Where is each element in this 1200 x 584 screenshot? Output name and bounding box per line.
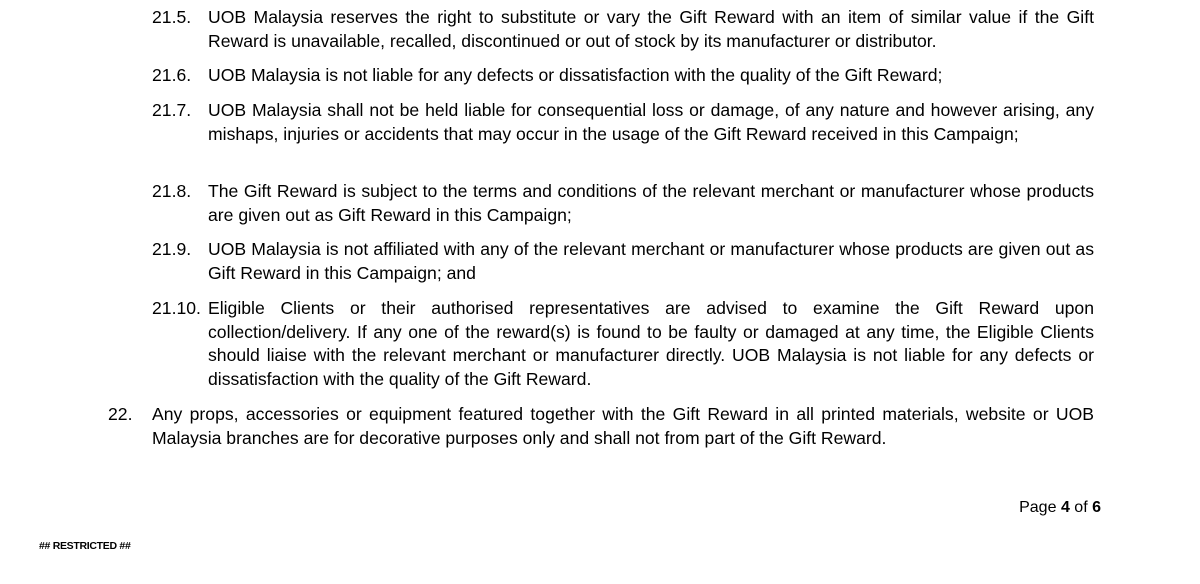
clause-number: 21.10.: [152, 298, 201, 318]
clause-number: 21.7.: [152, 100, 192, 120]
clause-22: [108, 403, 1094, 450]
clause-number: 22.: [108, 404, 133, 424]
page-number: [1019, 498, 1101, 518]
clause-text: UOB Malaysia reserves the right to substitute or vary the Gift Reward with an item of similar value if the Gift Reward is unavailable, recalled, discontinued or out of stock by its manufacturer or distributor.: [208, 7, 1094, 51]
clause-21-8: [152, 180, 1094, 227]
page-total: 6: [1092, 499, 1101, 516]
page-prefix: Page: [1019, 499, 1057, 516]
clause-text: Eligible Clients or their authorised representatives are advised to examine the Gift Reward upon collection/delivery. If any one of the reward(s) is found to be faulty or damaged at any time, the Eligible Clients should liaise with the relevant merchant or manufacturer directly. UOB Malaysia is not liable for any defects or dissatisfaction with the quality of the Gift Reward.: [208, 298, 1094, 389]
page-of: of: [1074, 499, 1088, 516]
clause-number: 21.5.: [152, 7, 192, 27]
clause-text: UOB Malaysia shall not be held liable for consequential loss or damage, of any nature and however arising, any mishaps, injuries or accidents that may occur in the usage of the Gift Reward received in this Campaign;: [208, 100, 1094, 144]
clause-text: The Gift Reward is subject to the terms and conditions of the relevant merchant or manufacturer whose products are given out as Gift Reward in this Campaign;: [208, 181, 1094, 225]
clause-21-9: [152, 238, 1094, 285]
clause-21-6: [152, 64, 1094, 88]
clause-number: 21.8.: [152, 181, 192, 201]
clause-21-10: [152, 297, 1094, 391]
clause-text: Any props, accessories or equipment featured together with the Gift Reward in all printed materials, website or UOB Malaysia branches are for decorative purposes only and shall not from part of the Gift Reward.: [152, 404, 1094, 448]
clause-21-5: [152, 6, 1094, 53]
clause-number: 21.9.: [152, 239, 192, 259]
classification-label: ## RESTRICTED ##: [39, 540, 131, 552]
clause-text: UOB Malaysia is not affiliated with any of the relevant merchant or manufacturer whose products are given out as Gift Reward in this Campaign; and: [208, 239, 1094, 283]
clause-21-7: [152, 99, 1094, 146]
page-current: 4: [1060, 499, 1070, 516]
clause-number: 21.6.: [152, 65, 192, 85]
clause-text: UOB Malaysia is not liable for any defects or dissatisfaction with the quality of the Gift Reward;: [208, 65, 943, 85]
